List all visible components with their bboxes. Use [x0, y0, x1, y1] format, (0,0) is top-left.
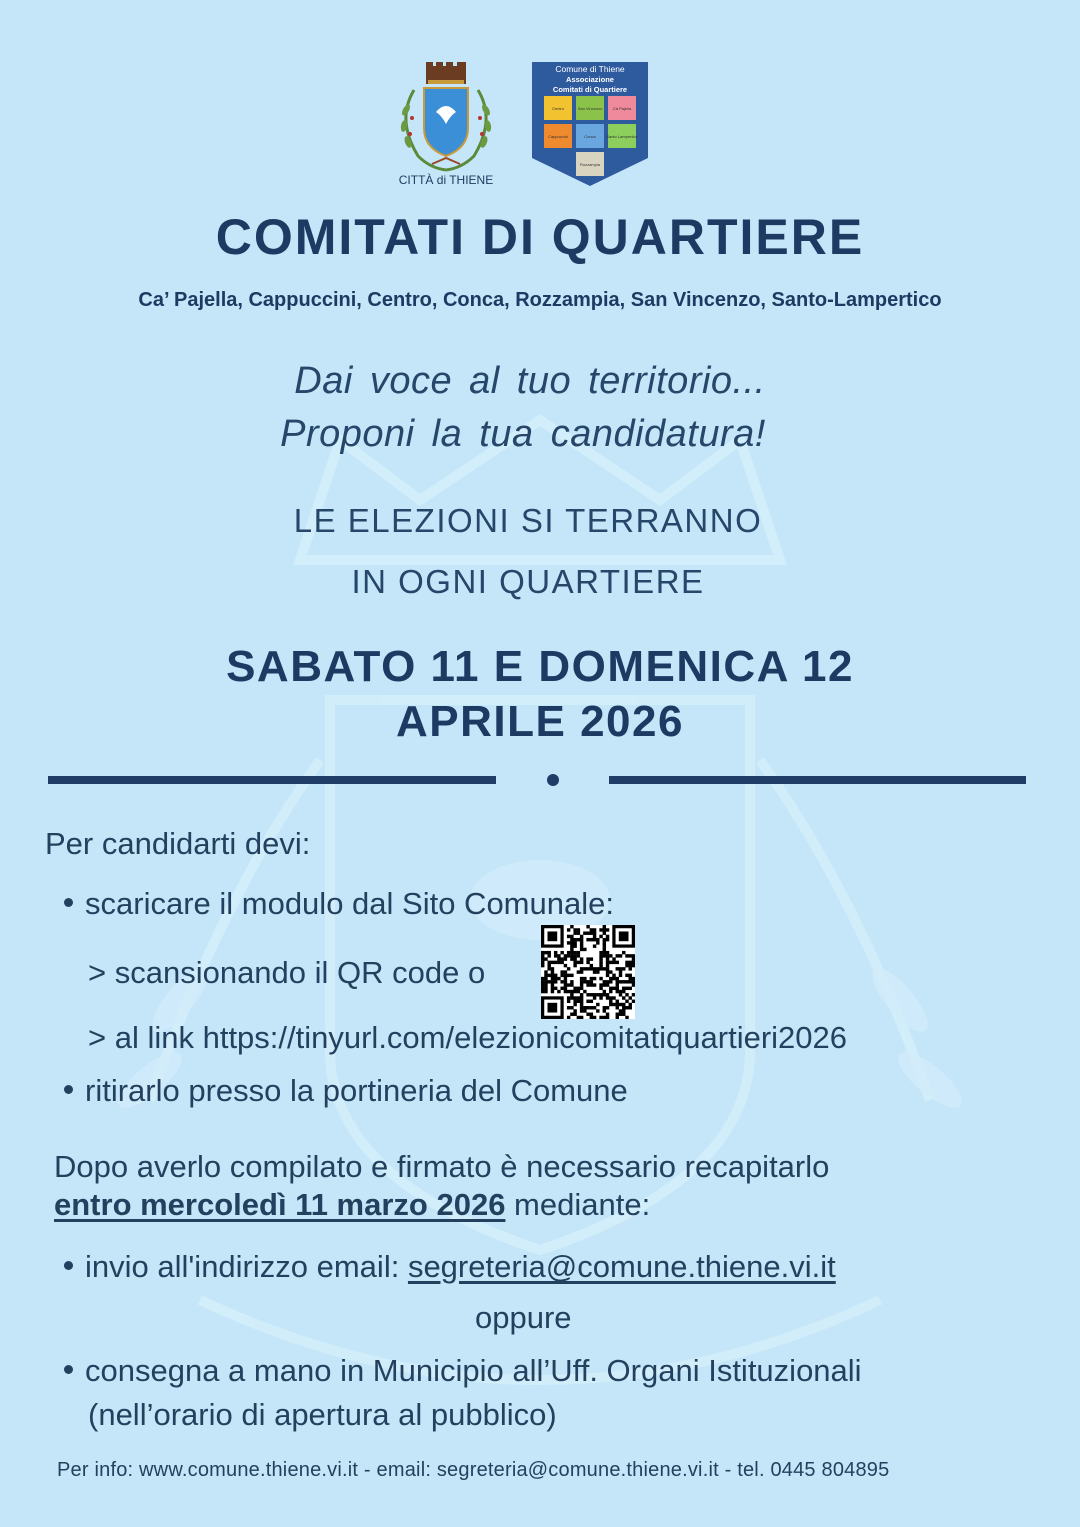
page-title: COMITATI DI QUARTIERE [215, 209, 865, 265]
deadline: entro mercoledì 11 marzo 2026 [54, 1187, 506, 1222]
delivery-deadline-line [54, 1187, 650, 1223]
assoc-tile-label: Cà Pajella [612, 106, 632, 111]
divider-dot [547, 774, 559, 786]
instructions-intro: Per candidarti devi: [45, 826, 311, 861]
assoc-line1: Comune di Thiene [555, 64, 625, 74]
slogan-line2: Proponi la tua candidatura! [280, 413, 766, 455]
email-prefix: invio all'indirizzo email: [85, 1249, 408, 1284]
slogan-line1: Dai voce al tuo territorio... [294, 360, 766, 402]
association-logo [530, 60, 650, 188]
divider-left [48, 776, 496, 784]
bullet-pickup [64, 1073, 628, 1109]
bullet-hand-delivery [64, 1353, 862, 1389]
divider-right [609, 776, 1026, 784]
bullet-dot [64, 1365, 73, 1374]
assoc-line2: Associazione [566, 75, 614, 84]
assoc-tile-label: Rozzampia [579, 162, 601, 167]
neighborhoods-list: Ca’ Pajella, Cappuccini, Centro, Conca, Rozzampia, San Vincenzo, Santo-Lampertico [138, 289, 942, 311]
elections-line2: IN OGNI QUARTIERE [351, 563, 705, 600]
delivery-intro: Dopo averlo compilato e firmato è necessario recapitarlo [54, 1149, 830, 1184]
election-dates-line2: APRILE 2026 [396, 697, 684, 746]
bullet-dot [64, 1085, 73, 1094]
footer-info: Per info: www.comune.thiene.vi.it - email: segreteria@comune.thiene.vi.it - tel. 0445 804895 [57, 1459, 890, 1481]
elections-line1: LE ELEZIONI SI TERRANNO [293, 502, 763, 539]
sub-qr: > scansionando il QR code o [88, 955, 486, 990]
election-dates-line1: SABATO 11 E DOMENICA 12 [226, 642, 854, 691]
bullet-dot [64, 1261, 73, 1270]
or-text: oppure [475, 1300, 572, 1335]
bullet-email [64, 1249, 836, 1285]
crest-label: CITTÀ di THIENE [398, 173, 494, 187]
bullet-dot [64, 898, 73, 907]
hand-delivery-line1: consegna a mano in Municipio all’Uff. Organi Istituzionali [85, 1353, 862, 1388]
email-link[interactable]: segreteria@comune.thiene.vi.it [407, 1249, 836, 1284]
bullet-download [64, 886, 614, 922]
assoc-tile-label: Conca [584, 134, 596, 139]
assoc-tile-label: Santo Lampertico [606, 134, 638, 139]
deadline-suffix: mediante: [505, 1187, 651, 1222]
city-crest-logo [384, 60, 508, 190]
bullet-download-text: scaricare il modulo dal Sito Comunale: [85, 886, 614, 921]
assoc-tile-label: San Vincenzo [577, 106, 603, 111]
hand-delivery-line2: (nell’orario di apertura al pubblico) [88, 1397, 557, 1432]
bullet-pickup-text: ritirarlo presso la portineria del Comune [85, 1073, 628, 1108]
sub-link[interactable]: > al link https://tinyurl.com/elezionicomitatiquartieri2026 [88, 1020, 848, 1055]
assoc-tile-label: Centro [551, 106, 565, 111]
qr-code[interactable] [541, 925, 635, 1019]
assoc-line3: Comitati di Quartiere [552, 85, 628, 94]
assoc-tile-label: Cappuccini [548, 134, 568, 139]
